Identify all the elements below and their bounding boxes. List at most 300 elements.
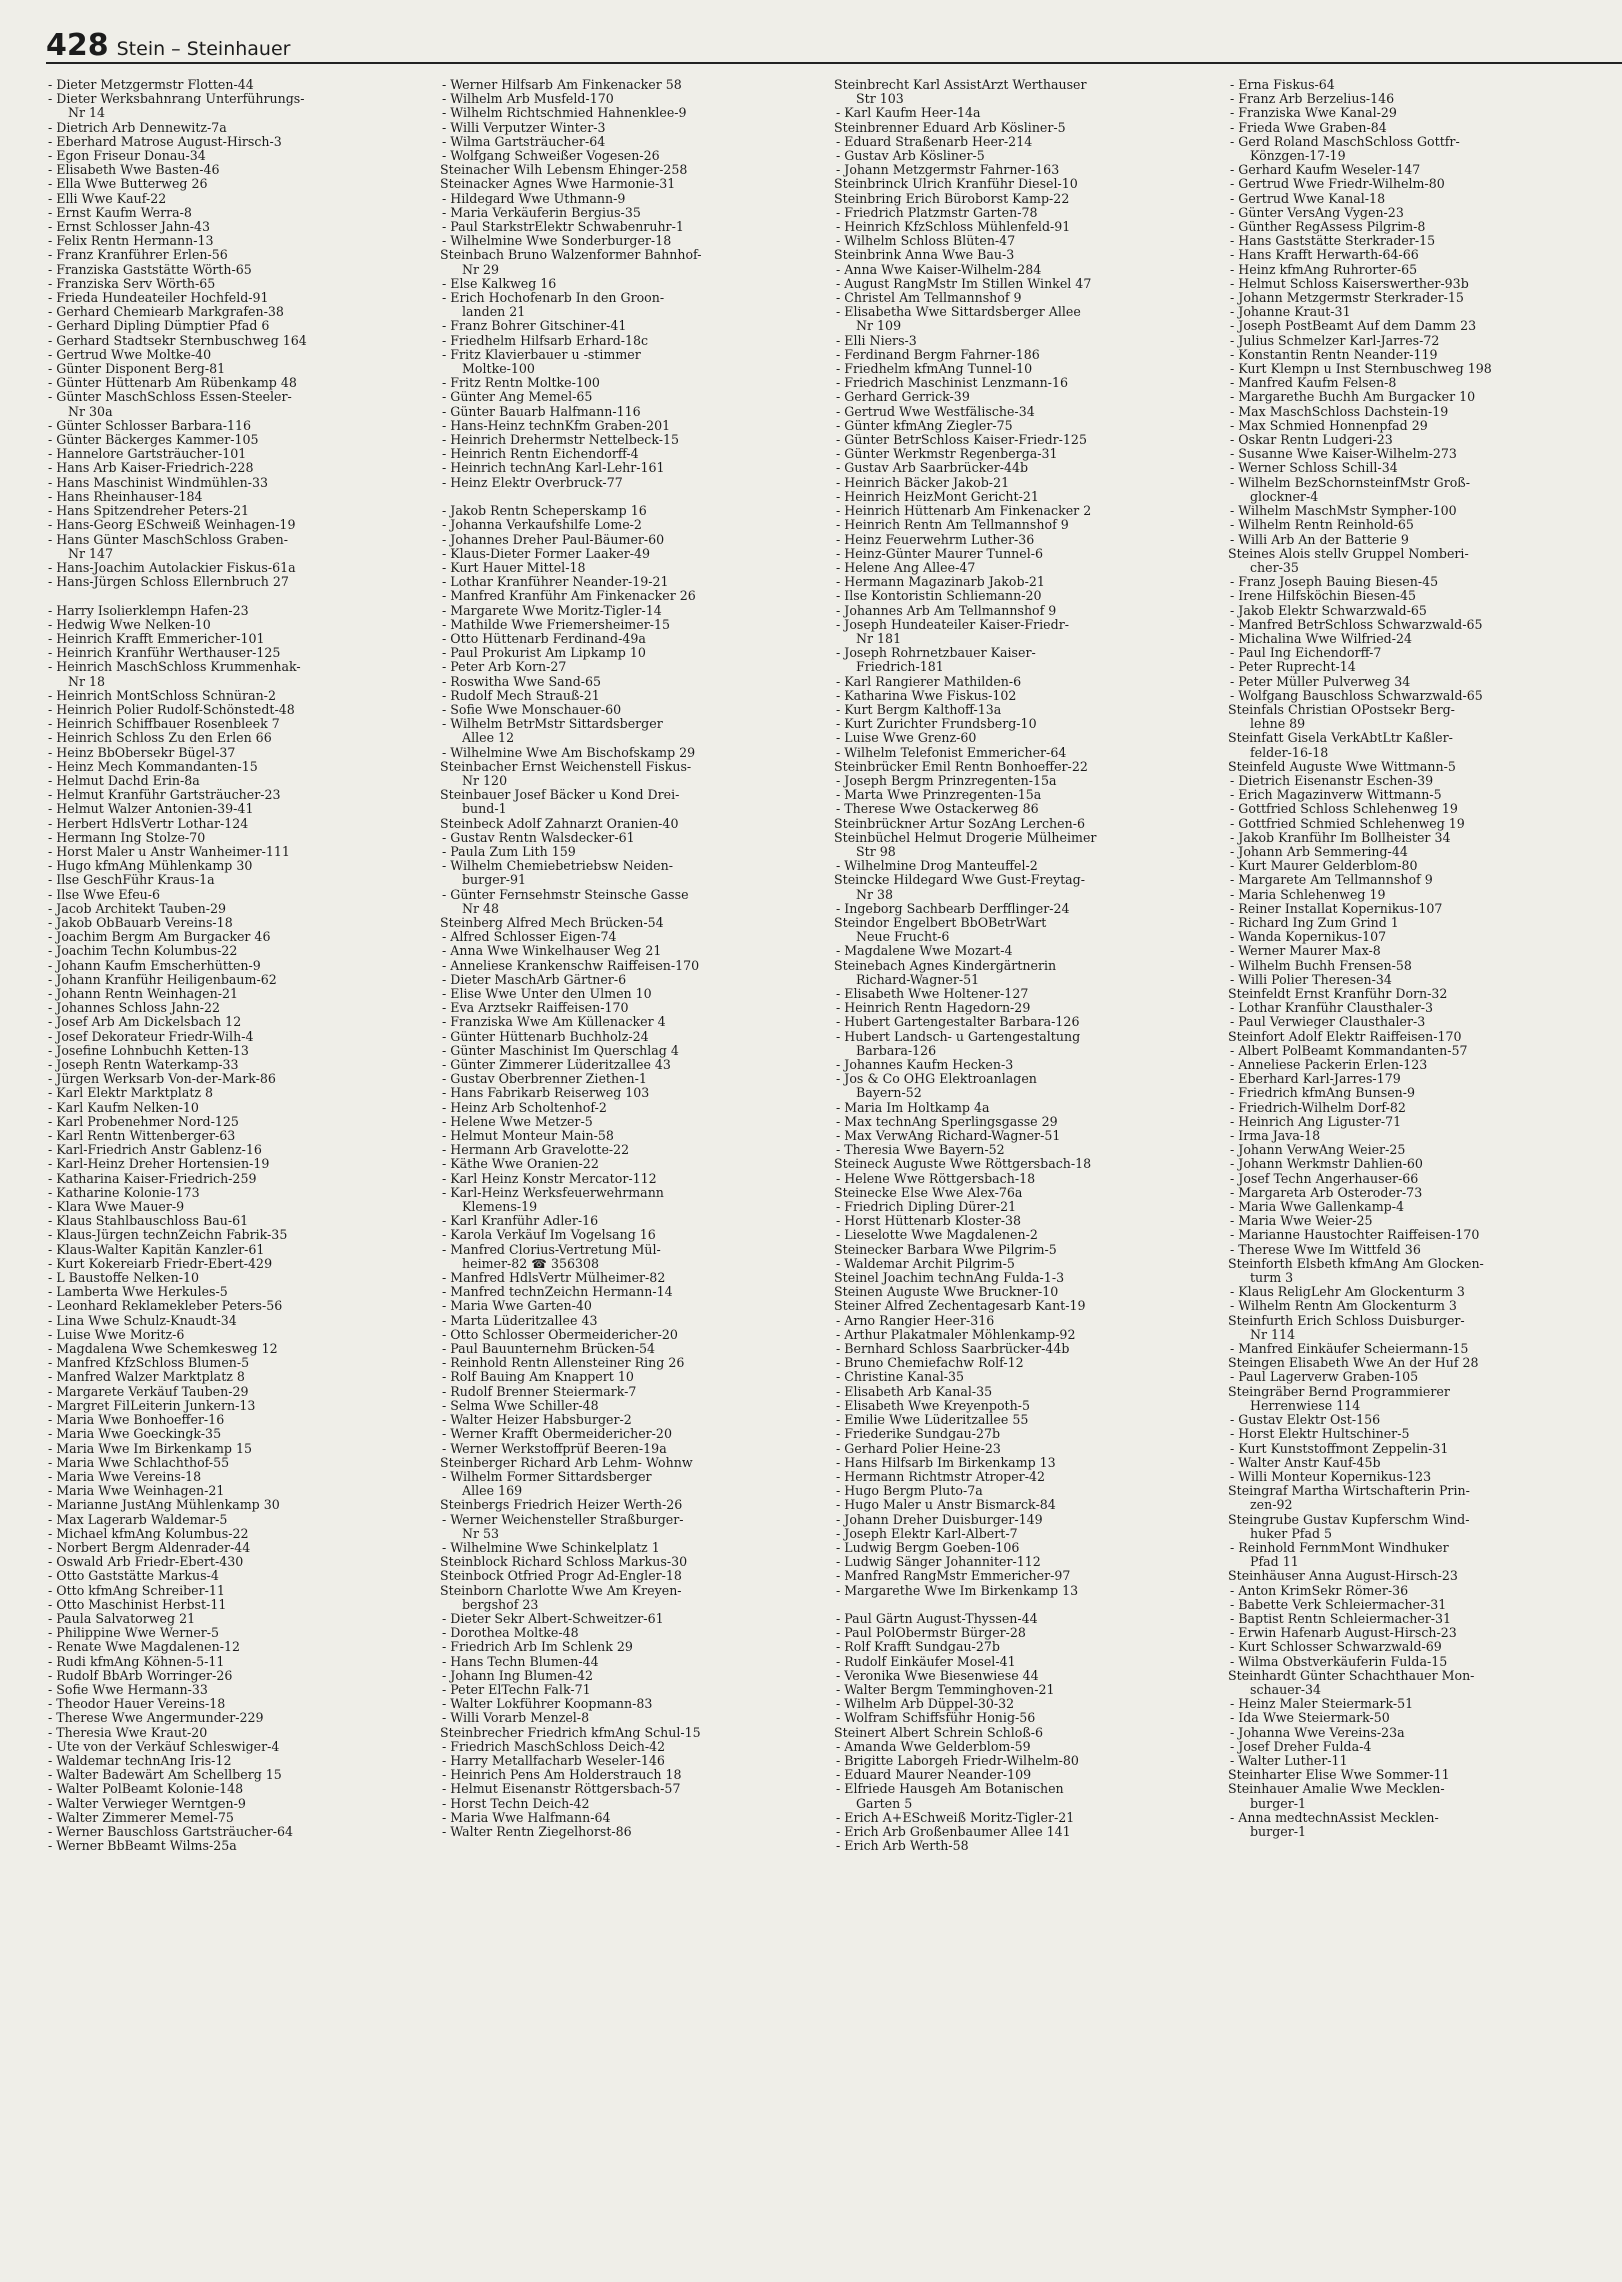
column-3 <box>834 78 1226 2278</box>
directory-entry: - Karl Kaufm Nelken-10 <box>46 1101 438 1115</box>
directory-entry: - Karl Probenehmer Nord-125 <box>46 1115 438 1129</box>
directory-entry: - Günter Hüttenarb Am Rübenkamp 48 <box>46 376 438 390</box>
directory-entry: - Ernst Schlosser Jahn-43 <box>46 220 438 234</box>
entry-continuation: Nr 120 <box>462 773 508 788</box>
directory-entry: - Joseph Bergm Prinzregenten-15a <box>834 774 1226 788</box>
directory-entry: - Ella Wwe Butterweg 26 <box>46 177 438 191</box>
directory-entry: - Paul StarkstrElektr Schwabenruhr-1 <box>440 220 832 234</box>
directory-entry: - Klaus-Dieter Former Laaker-49 <box>440 547 832 561</box>
directory-entry: - Eberhard Matrose August-Hirsch-3 <box>46 135 438 149</box>
directory-entry: - Helene Ang Allee-47 <box>834 561 1226 575</box>
directory-entry: - Karl Kranführ Adler-16 <box>440 1214 832 1228</box>
directory-entry-head: Steinbrink Anna Wwe Bau-3 <box>834 248 1015 263</box>
entry-continuation: burger-91 <box>462 873 527 888</box>
directory-entry: - Otto Schlosser Obermeidericher-20 <box>440 1328 832 1342</box>
directory-entry: - Ilse Kontoristin Schliemann-20 <box>834 589 1226 603</box>
directory-entry: - Gerhard Gerrick-39 <box>834 390 1226 404</box>
directory-entry: - Marta Wwe Prinzregenten-15a <box>834 788 1226 802</box>
directory-entry: - Julius Schmelzer Karl-Jarres-72 <box>1228 334 1620 348</box>
directory-entry: - Rolf Bauing Am Knappert 10 <box>440 1370 832 1384</box>
directory-entry: - Jürgen Werksarb Von-der-Mark-86 <box>46 1072 438 1086</box>
directory-entry: - Ilse Wwe Efeu-6 <box>46 888 438 902</box>
directory-entry: - Günter Hüttenarb Buchholz-24 <box>440 1030 832 1044</box>
directory-entry: - Walter Rentn Ziegelhorst-86 <box>440 1825 832 1839</box>
directory-entry-head: Steinacher Wilh Lebensm Ehinger-258 <box>440 163 688 178</box>
directory-entry: - Heinz BbObersekr Bügel-37 <box>46 746 438 760</box>
directory-entry: - Jakob Kranführ Im Bollheister 34 <box>1228 831 1620 845</box>
directory-entry: - Helmut Dachd Erin-8a <box>46 774 438 788</box>
directory-entry: - Felix Rentn Hermann-13 <box>46 234 438 248</box>
directory-entry: - Eberhard Karl-Jarres-179 <box>1228 1072 1620 1086</box>
directory-entry: - Katharine Kolonie-173 <box>46 1186 438 1200</box>
directory-entry: - Wilma Gartsträucher-64 <box>440 135 832 149</box>
directory-entry: - Gottfried Schloss Schlehenweg 19 <box>1228 802 1620 816</box>
directory-entry: - Heinrich MontSchloss Schnüran-2 <box>46 689 438 703</box>
directory-entry: - Hermann Arb Gravelotte-22 <box>440 1143 832 1157</box>
entry-continuation: Nr 147 <box>68 546 114 561</box>
directory-entry: - Gustav Oberbrenner Ziethen-1 <box>440 1072 832 1086</box>
directory-entry: - Paula Zum Lith 159 <box>440 845 832 859</box>
directory-entry: - Johann Dreher Duisburger-149 <box>834 1513 1226 1527</box>
directory-entry: - Elisabeth Arb Kanal-35 <box>834 1385 1226 1399</box>
directory-entry: - Heinrich Drehermstr Nettelbeck-15 <box>440 433 832 447</box>
directory-entry: - Manfred Kaufm Felsen-8 <box>1228 376 1620 390</box>
directory-entry: - Elisabeth Wwe Holtener-127 <box>834 987 1226 1001</box>
directory-entry: - Gertrud Wwe Moltke-40 <box>46 348 438 362</box>
directory-entry: - Gerhard Polier Heine-23 <box>834 1442 1226 1456</box>
directory-entry-head: Steingrube Gustav Kupferschm Wind- <box>1228 1512 1470 1527</box>
directory-entry: - Horst Maler u Anstr Wanheimer-111 <box>46 845 438 859</box>
directory-entry: - Karl Rangierer Mathilden-6 <box>834 675 1226 689</box>
directory-entry: - Lina Wwe Schulz-Knaudt-34 <box>46 1314 438 1328</box>
directory-entry: - Egon Friseur Donau-34 <box>46 149 438 163</box>
directory-entry: - Heinrich Krafft Emmericher-101 <box>46 632 438 646</box>
directory-entry: - Dietrich Arb Dennewitz-7a <box>46 121 438 135</box>
directory-entry: - Erich Magazinverw Wittmann-5 <box>1228 788 1620 802</box>
directory-entry: - Günter Werkmstr Regenberga-31 <box>834 447 1226 461</box>
directory-entry: - Franziska Serv Wörth-65 <box>46 277 438 291</box>
directory-entry-head: Steinbrücker Emil Rentn Bonhoeffer-22 <box>834 759 1088 774</box>
directory-entry: - Dieter Werksbahnrang Unterführungs- <box>46 92 438 106</box>
entry-continuation: Nr 53 <box>462 1526 500 1541</box>
directory-entry: - Max technAng Sperlingsgasse 29 <box>834 1115 1226 1129</box>
directory-entry: - Heinrich Hüttenarb Am Finkenacker 2 <box>834 504 1226 518</box>
entry-continuation: glockner-4 <box>1250 489 1319 504</box>
directory-entry: - Waldemar Archit Pilgrim-5 <box>834 1257 1226 1271</box>
directory-entry: - Sofie Wwe Hermann-33 <box>46 1683 438 1697</box>
directory-entry: - Heinrich Rentn Hagedorn-29 <box>834 1001 1226 1015</box>
directory-entry-head: Steinberger Richard Arb Lehm- Wohnw <box>440 1455 693 1470</box>
directory-entry: - Anna Wwe Winkelhauser Weg 21 <box>440 944 832 958</box>
directory-entry-head: Steinert Albert Schrein Schloß-6 <box>834 1725 1044 1740</box>
directory-entry: - Günter kfmAng Ziegler-75 <box>834 419 1226 433</box>
directory-entry-head: Steinfatt Gisela VerkAbtLtr Kaßler- <box>1228 731 1453 746</box>
directory-entry: - Karl Kaufm Heer-14a <box>834 106 1226 120</box>
directory-entry: - Fritz Klavierbauer u -stimmer <box>440 348 832 362</box>
directory-entry: - Hubert Gartengestalter Barbara-126 <box>834 1015 1226 1029</box>
directory-entry: - Friedrich MaschSchloss Deich-42 <box>440 1740 832 1754</box>
directory-entry-head: Steinfort Adolf Elektr Raiffeisen-170 <box>1228 1029 1462 1044</box>
running-head: Stein – Steinhauer <box>116 38 291 60</box>
directory-entry: - Günter Bäckerges Kammer-105 <box>46 433 438 447</box>
directory-entry: - Jakob ObBauarb Vereins-18 <box>46 916 438 930</box>
directory-entry-head: Steingen Elisabeth Wwe An der Huf 28 <box>1228 1356 1479 1371</box>
page-header <box>46 28 1622 64</box>
directory-entry: - Veronika Wwe Biesenwiese 44 <box>834 1669 1226 1683</box>
directory-entry: - Johann Metzgermstr Sterkrader-15 <box>1228 291 1620 305</box>
directory-entry: - Christel Am Tellmannshof 9 <box>834 291 1226 305</box>
directory-entry: - Käthe Wwe Oranien-22 <box>440 1157 832 1171</box>
directory-entry: - Hedwig Wwe Nelken-10 <box>46 618 438 632</box>
directory-entry: - Katharina Wwe Fiskus-102 <box>834 689 1226 703</box>
directory-entry: - Alfred Schlosser Eigen-74 <box>440 930 832 944</box>
directory-entry: - Brigitte Laborgeh Friedr-Wilhelm-80 <box>834 1754 1226 1768</box>
entry-continuation: cher-35 <box>1250 560 1299 575</box>
directory-entry: - Johanna Verkaufshilfe Lome-2 <box>440 518 832 532</box>
directory-entry-head: Steinharter Elise Wwe Sommer-11 <box>1228 1768 1450 1783</box>
directory-entry: - Franziska Wwe Am Küllenacker 4 <box>440 1015 832 1029</box>
directory-entry: - Luise Wwe Grenz-60 <box>834 731 1226 745</box>
directory-entry: - Maria Wwe Weier-25 <box>1228 1214 1620 1228</box>
directory-entry-head: Steincke Hildegard Wwe Gust-Freytag- <box>834 873 1085 888</box>
directory-entry: - Klaus Stahlbauschloss Bau-61 <box>46 1214 438 1228</box>
directory-entry: - Werner Hilfsarb Am Finkenacker 58 <box>440 78 832 92</box>
directory-entry: - Hugo kfmAng Mühlenkamp 30 <box>46 859 438 873</box>
directory-entry: - Heinrich Schiffbauer Rosenbleek 7 <box>46 717 438 731</box>
directory-entry: - Helene Wwe Röttgersbach-18 <box>834 1172 1226 1186</box>
directory-entry: - Willi Verputzer Winter-3 <box>440 121 832 135</box>
directory-entry: - Theodor Hauer Vereins-18 <box>46 1697 438 1711</box>
directory-entry: - Margret FilLeiterin Junkern-13 <box>46 1399 438 1413</box>
directory-entry: - Otto Gaststätte Markus-4 <box>46 1569 438 1583</box>
directory-entry: - Helene Wwe Metzer-5 <box>440 1115 832 1129</box>
directory-entry: - Wilhelmine Wwe Schinkelplatz 1 <box>440 1541 832 1555</box>
directory-entry: - Maria Wwe Schlachthof-55 <box>46 1456 438 1470</box>
directory-entry: - Hans Gaststätte Sterkrader-15 <box>1228 234 1620 248</box>
directory-entry: - Heinrich Rentn Am Tellmannshof 9 <box>834 518 1226 532</box>
directory-entry: - Klaus-Walter Kapitän Kanzler-61 <box>46 1243 438 1257</box>
directory-entry-head: Steinen Auguste Wwe Bruckner-10 <box>834 1285 1059 1300</box>
directory-entry: - Heinz kfmAng Ruhrorter-65 <box>1228 263 1620 277</box>
directory-entry: - Hans Rheinhauser-184 <box>46 490 438 504</box>
directory-entry: - Margareta Arb Osteroder-73 <box>1228 1186 1620 1200</box>
entry-continuation: heimer-82 ☎ 356308 <box>462 1256 600 1271</box>
directory-entry: - Maria Wwe Im Birkenkamp 15 <box>46 1442 438 1456</box>
directory-entry: - Paul Lagerverw Graben-105 <box>1228 1370 1620 1384</box>
directory-entry: - Maria Wwe Vereins-18 <box>46 1470 438 1484</box>
directory-entry: - Maria Verkäuferin Bergius-35 <box>440 206 832 220</box>
directory-entry: - Leonhard Reklamekleber Peters-56 <box>46 1299 438 1313</box>
directory-entry: - Michael kfmAng Kolumbus-22 <box>46 1527 438 1541</box>
directory-entry: - Dorothea Moltke-48 <box>440 1626 832 1640</box>
directory-entry: - Franz Kranführer Erlen-56 <box>46 248 438 262</box>
directory-entry: - Paula Salvatorweg 21 <box>46 1612 438 1626</box>
directory-entry: - Rudolf BbArb Worringer-26 <box>46 1669 438 1683</box>
directory-entry: - Hugo Maler u Anstr Bismarck-84 <box>834 1498 1226 1512</box>
directory-entry: - Herbert HdlsVertr Lothar-124 <box>46 817 438 831</box>
directory-entry: - Paul Ing Eichendorff-7 <box>1228 646 1620 660</box>
directory-entry-head: Steinecke Else Wwe Alex-76a <box>834 1185 1023 1200</box>
directory-entry: - Johann Kranführ Heiligenbaum-62 <box>46 973 438 987</box>
directory-entry: - Hans Fabrikarb Reiserweg 103 <box>440 1086 832 1100</box>
directory-entry: - Joachim Techn Kolumbus-22 <box>46 944 438 958</box>
directory-entry: - Michalina Wwe Wilfried-24 <box>1228 632 1620 646</box>
directory-entry: - Manfred Kranführ Am Finkenacker 26 <box>440 589 832 603</box>
directory-entry: - Anton KrimSekr Römer-36 <box>1228 1584 1620 1598</box>
directory-entry: - Johannes Schloss Jahn-22 <box>46 1001 438 1015</box>
directory-entry-head: Steineck Auguste Wwe Röttgersbach-18 <box>834 1157 1092 1172</box>
directory-entry: - Lothar Kranführer Neander-19-21 <box>440 575 832 589</box>
entry-continuation: Nr 48 <box>462 901 500 916</box>
directory-entry: - Johann Metzgermstr Fahrner-163 <box>834 163 1226 177</box>
directory-entry: - Wilhelmine Wwe Sonderburger-18 <box>440 234 832 248</box>
directory-entry-head: Steinblock Richard Schloss Markus-30 <box>440 1555 688 1570</box>
directory-entry: - Hermann Richtmstr Atroper-42 <box>834 1470 1226 1484</box>
directory-entry: - Hans-Georg ESchweiß Weinhagen-19 <box>46 518 438 532</box>
directory-entry: - Josef Dekorateur Friedr-Wilh-4 <box>46 1030 438 1044</box>
directory-entry: - Kurt Maurer Gelderblom-80 <box>1228 859 1620 873</box>
directory-entry: - Manfred Walzer Marktplatz 8 <box>46 1370 438 1384</box>
directory-entry: - Horst Hüttenarb Kloster-38 <box>834 1214 1226 1228</box>
directory-entry: - Günter VersAng Vygen-23 <box>1228 206 1620 220</box>
directory-entry: - Ida Wwe Steiermark-50 <box>1228 1711 1620 1725</box>
directory-entry: - Max VerwAng Richard-Wagner-51 <box>834 1129 1226 1143</box>
directory-entry: - Elisabeth Wwe Basten-46 <box>46 163 438 177</box>
directory-entry: - Arno Rangier Heer-316 <box>834 1314 1226 1328</box>
directory-entry: - Heinrich Rentn Eichendorff-4 <box>440 447 832 461</box>
directory-entry: - Roswitha Wwe Sand-65 <box>440 675 832 689</box>
directory-entry-head: Steinhäuser Anna August-Hirsch-23 <box>1228 1569 1458 1584</box>
directory-entry-head: Steinfurth Erich Schloss Duisburger- <box>1228 1313 1465 1328</box>
directory-entry: - Willi Arb An der Batterie 9 <box>1228 533 1620 547</box>
entry-continuation: schauer-34 <box>1250 1682 1321 1697</box>
directory-entry: - Irma Java-18 <box>1228 1129 1620 1143</box>
directory-entry: - Hubert Landsch- u Gartengestaltung <box>834 1030 1226 1044</box>
directory-entry: - Magdalene Wwe Mozart-4 <box>834 944 1226 958</box>
entry-continuation: bund-1 <box>462 802 507 817</box>
directory-entry: - Wolfgang Schweißer Vogesen-26 <box>440 149 832 163</box>
directory-entry-head: Steingraf Martha Wirtschafterin Prin- <box>1228 1484 1470 1499</box>
directory-entry: - Erich Arb Großenbaumer Allee 141 <box>834 1825 1226 1839</box>
entry-continuation: Barbara-126 <box>856 1043 937 1058</box>
directory-entry: - Maria Wwe Bonhoeffer-16 <box>46 1413 438 1427</box>
directory-entry: - Therese Wwe Ostackerweg 86 <box>834 802 1226 816</box>
directory-entry: - Jakob Elektr Schwarzwald-65 <box>1228 604 1620 618</box>
entry-continuation: Str 103 <box>856 92 904 107</box>
directory-entry: - Oskar Rentn Ludgeri-23 <box>1228 433 1620 447</box>
directory-entry: - Wilhelm Buchh Frensen-58 <box>1228 959 1620 973</box>
directory-entry: - Kurt Kunststoffmont Zeppelin-31 <box>1228 1442 1620 1456</box>
directory-entry: - Eduard Maurer Neander-109 <box>834 1768 1226 1782</box>
directory-entry-head: Steinbergs Friedrich Heizer Werth-26 <box>440 1498 683 1513</box>
directory-entry: - Klaus-Jürgen technZeichn Fabrik-35 <box>46 1228 438 1242</box>
directory-entry: - Helmut Kranführ Gartsträucher-23 <box>46 788 438 802</box>
directory-entry: - Friedrich kfmAng Bunsen-9 <box>1228 1086 1620 1100</box>
directory-entry: - Paul Prokurist Am Lipkamp 10 <box>440 646 832 660</box>
directory-entry-head: Steinhauer Amalie Wwe Mecklen- <box>1228 1782 1445 1797</box>
directory-entry: - Maria Schlehenweg 19 <box>1228 888 1620 902</box>
directory-entry: - Josef Techn Angerhauser-66 <box>1228 1172 1620 1186</box>
directory-entry: - Katharina Kaiser-Friedrich-259 <box>46 1172 438 1186</box>
directory-entry: - Elfriede Hausgeh Am Botanischen <box>834 1782 1226 1796</box>
directory-entry: - Johannes Arb Am Tellmannshof 9 <box>834 604 1226 618</box>
directory-entry: - Jos & Co OHG Elektroanlagen <box>834 1072 1226 1086</box>
directory-entry: - Hermann Magazinarb Jakob-21 <box>834 575 1226 589</box>
directory-entry: - Günter BetrSchloss Kaiser-Friedr-125 <box>834 433 1226 447</box>
directory-entry: - Maria Wwe Gallenkamp-4 <box>1228 1200 1620 1214</box>
directory-entry: - Paul Bauunternehm Brücken-54 <box>440 1342 832 1356</box>
entry-continuation: Nr 18 <box>68 674 106 689</box>
directory-entry: - Marianne JustAng Mühlenkamp 30 <box>46 1498 438 1512</box>
directory-entry-head: Steinbock Otfried Progr Ad-Engler-18 <box>440 1569 682 1584</box>
directory-entry: - Kurt Bergm Kalthoff-13a <box>834 703 1226 717</box>
directory-entry: - Walter Bergm Temminghoven-21 <box>834 1683 1226 1697</box>
directory-entry: - Friedhelm kfmAng Tunnel-10 <box>834 362 1226 376</box>
directory-entry: - Maria Im Holtkamp 4a <box>834 1101 1226 1115</box>
directory-entry: - Johann Kaufm Emscherhütten-9 <box>46 959 438 973</box>
entry-continuation: Bayern-52 <box>856 1086 922 1101</box>
directory-entry: - Max Schmied Honnenpfad 29 <box>1228 419 1620 433</box>
directory-entry: - Bruno Chemiefachw Rolf-12 <box>834 1356 1226 1370</box>
directory-entry: - Günter Fernsehmstr Steinsche Gasse <box>440 888 832 902</box>
directory-entry: - Helmut Walzer Antonien-39-41 <box>46 802 438 816</box>
directory-entry: - Gerhard Dipling Dümptier Pfad 6 <box>46 319 438 333</box>
directory-entry: - Rolf Krafft Sundgau-27b <box>834 1640 1226 1654</box>
directory-entry-head: Steines Alois stellv Gruppel Nomberi- <box>1228 546 1469 561</box>
directory-entry: - Hannelore Gartsträucher-101 <box>46 447 438 461</box>
directory-entry: - Therese Wwe Angermunder-229 <box>46 1711 438 1725</box>
directory-entry: - Mathilde Wwe Friemersheimer-15 <box>440 618 832 632</box>
directory-entry: - Kurt Zurichter Frundsberg-10 <box>834 717 1226 731</box>
directory-entry: - Friedhelm Hilfsarb Erhard-18c <box>440 334 832 348</box>
directory-entry: - Albert PolBeamt Kommandanten-57 <box>1228 1044 1620 1058</box>
directory-entry: - Johanna Wwe Vereins-23a <box>1228 1726 1620 1740</box>
directory-entry: - Rudolf Brenner Steiermark-7 <box>440 1385 832 1399</box>
directory-entry: - Dieter MaschArb Gärtner-6 <box>440 973 832 987</box>
directory-entry: - Max Lagerarb Waldemar-5 <box>46 1513 438 1527</box>
directory-entry: - Friederike Sundgau-27b <box>834 1427 1226 1441</box>
directory-entry: - Johann Werkmstr Dahlien-60 <box>1228 1157 1620 1171</box>
directory-entry: - Erna Fiskus-64 <box>1228 78 1620 92</box>
directory-entry: - Harry Isolierklempn Hafen-23 <box>46 604 438 618</box>
directory-entry: - Anna Wwe Kaiser-Wilhelm-284 <box>834 263 1226 277</box>
directory-entry-head: Steinebach Agnes Kindergärtnerin <box>834 958 1057 973</box>
directory-entry: - Lieselotte Wwe Magdalenen-2 <box>834 1228 1226 1242</box>
directory-entry: - Lothar Kranführ Clausthaler-3 <box>1228 1001 1620 1015</box>
directory-entry: - Willi Monteur Kopernikus-123 <box>1228 1470 1620 1484</box>
directory-entry-head: Steinberg Alfred Mech Brücken-54 <box>440 915 664 930</box>
directory-entry: - Maria Wwe Goeckingk-35 <box>46 1427 438 1441</box>
directory-entry-head: Steinbrecht Karl AssistArzt Werthauser <box>834 78 1087 92</box>
directory-entry: - Johannes Dreher Paul-Bäumer-60 <box>440 533 832 547</box>
directory-entry: - Erwin Hafenarb August-Hirsch-23 <box>1228 1626 1620 1640</box>
directory-entry: - Friedrich Dipling Dürer-21 <box>834 1200 1226 1214</box>
page-number: 428 <box>46 28 109 63</box>
directory-entry: - Hans Techn Blumen-44 <box>440 1655 832 1669</box>
directory-entry: - Horst Techn Deich-42 <box>440 1797 832 1811</box>
directory-entry: - Christine Kanal-35 <box>834 1370 1226 1384</box>
directory-entry: - Karl Heinz Konstr Mercator-112 <box>440 1172 832 1186</box>
directory-entry: - Werner Weichensteller Straßburger- <box>440 1513 832 1527</box>
directory-entry-head: Steinbach Bruno Walzenformer Bahnhof- <box>440 248 702 263</box>
directory-entry: - Marianne Haustochter Raiffeisen-170 <box>1228 1228 1620 1242</box>
directory-entry: - Manfred HdlsVertr Mülheimer-82 <box>440 1271 832 1285</box>
directory-entry-head: Steinborn Charlotte Wwe Am Kreyen- <box>440 1583 682 1598</box>
directory-entry: - Günter Maschinist Im Querschlag 4 <box>440 1044 832 1058</box>
directory-entry: - Ludwig Bergm Goeben-106 <box>834 1541 1226 1555</box>
directory-entry: - Horst Elektr Hultschiner-5 <box>1228 1427 1620 1441</box>
directory-entry: - Werner Schloss Schill-34 <box>1228 461 1620 475</box>
directory-entry: - Werner Maurer Max-8 <box>1228 944 1620 958</box>
directory-entry: - Konstantin Rentn Neander-119 <box>1228 348 1620 362</box>
directory-entry-head: Steinbrecher Friedrich kfmAng Schul-15 <box>440 1725 701 1740</box>
entry-continuation: huker Pfad 5 <box>1250 1526 1333 1541</box>
directory-entry: - Josefine Lohnbuchh Ketten-13 <box>46 1044 438 1058</box>
directory-entry: - Arthur Plakatmaler Möhlenkamp-92 <box>834 1328 1226 1342</box>
directory-entry: - Walter Heizer Habsburger-2 <box>440 1413 832 1427</box>
directory-entry: - Joseph Hundeateiler Kaiser-Friedr- <box>834 618 1226 632</box>
directory-entry-head: Steinbring Erich Büroborst Kamp-22 <box>834 191 1070 206</box>
directory-entry: - Heinrich KfzSchloss Mühlenfeld-91 <box>834 220 1226 234</box>
directory-entry: - Walter PolBeamt Kolonie-148 <box>46 1782 438 1796</box>
entry-continuation: Nr 30a <box>68 404 113 419</box>
directory-entry: - Hans Maschinist Windmühlen-33 <box>46 476 438 490</box>
directory-entry: - Rudi kfmAng Köhnen-5-11 <box>46 1655 438 1669</box>
directory-entry: - Gustav Elektr Ost-156 <box>1228 1413 1620 1427</box>
directory-entry: - Eduard Straßenarb Heer-214 <box>834 135 1226 149</box>
directory-entry: - Margarete Wwe Moritz-Tigler-14 <box>440 604 832 618</box>
directory-entry: - Johann Rentn Weinhagen-21 <box>46 987 438 1001</box>
directory-entry-head: Steingräber Bernd Programmierer <box>1228 1384 1450 1399</box>
directory-entry: - Hans Spitzendreher Peters-21 <box>46 504 438 518</box>
directory-entry: - Hans-Jürgen Schloss Ellernbruch 27 <box>46 575 438 589</box>
directory-entry: - Wolfgang Bauschloss Schwarzwald-65 <box>1228 689 1620 703</box>
directory-entry: - Gerhard Chemiearb Markgrafen-38 <box>46 305 438 319</box>
column-2 <box>440 78 832 2278</box>
entry-continuation: Nr 181 <box>856 631 902 646</box>
directory-entry: - Walter Luther-11 <box>1228 1754 1620 1768</box>
directory-entry: - Heinz Mech Kommandanten-15 <box>46 760 438 774</box>
directory-entry: - Dieter Metzgermstr Flotten-44 <box>46 78 438 92</box>
directory-entry: - Joachim Bergm Am Burgacker 46 <box>46 930 438 944</box>
directory-entry: - Friedrich-Wilhelm Dorf-82 <box>1228 1101 1620 1115</box>
directory-entry-head: Steinbacher Ernst Weichenstell Fiskus- <box>440 759 692 774</box>
directory-entry: - Josef Arb Am Dickelsbach 12 <box>46 1015 438 1029</box>
directory-entry: - Friedrich Arb Im Schlenk 29 <box>440 1640 832 1654</box>
directory-entry: - Anneliese Krankenschw Raiffeisen-170 <box>440 959 832 973</box>
directory-entry: - Dieter Sekr Albert-Schweitzer-61 <box>440 1612 832 1626</box>
directory-entry: - Johannes Kaufm Hecken-3 <box>834 1058 1226 1072</box>
directory-entry: - Babette Verk Schleiermacher-31 <box>1228 1598 1620 1612</box>
directory-columns <box>46 78 1620 2278</box>
entry-continuation: Neue Frucht-6 <box>856 930 950 945</box>
directory-entry: - Eva Arztsekr Raiffeisen-170 <box>440 1001 832 1015</box>
directory-entry: - Maria Wwe Garten-40 <box>440 1299 832 1313</box>
directory-entry: - Heinrich MaschSchloss Krummenhak- <box>46 660 438 674</box>
directory-entry: - Maria Wwe Weinhagen-21 <box>46 1484 438 1498</box>
directory-entry: - Otto kfmAng Schreiber-11 <box>46 1584 438 1598</box>
directory-entry: - Walter Zimmerer Memel-75 <box>46 1811 438 1825</box>
directory-entry: - Heinrich Bäcker Jakob-21 <box>834 476 1226 490</box>
directory-entry: - Luise Wwe Moritz-6 <box>46 1328 438 1342</box>
directory-entry-head: Steinbüchel Helmut Drogerie Mülheimer <box>834 830 1097 845</box>
directory-entry: - Kurt Hauer Mittel-18 <box>440 561 832 575</box>
entry-continuation: Nr 114 <box>1250 1327 1296 1342</box>
directory-entry: - Ute von der Verkäuf Schleswiger-4 <box>46 1740 438 1754</box>
directory-entry-head: Steinbauer Josef Bäcker u Kond Drei- <box>440 788 680 803</box>
entry-gap <box>834 1598 1226 1612</box>
directory-entry: - Ingeborg Sachbearb Derfflinger-24 <box>834 902 1226 916</box>
